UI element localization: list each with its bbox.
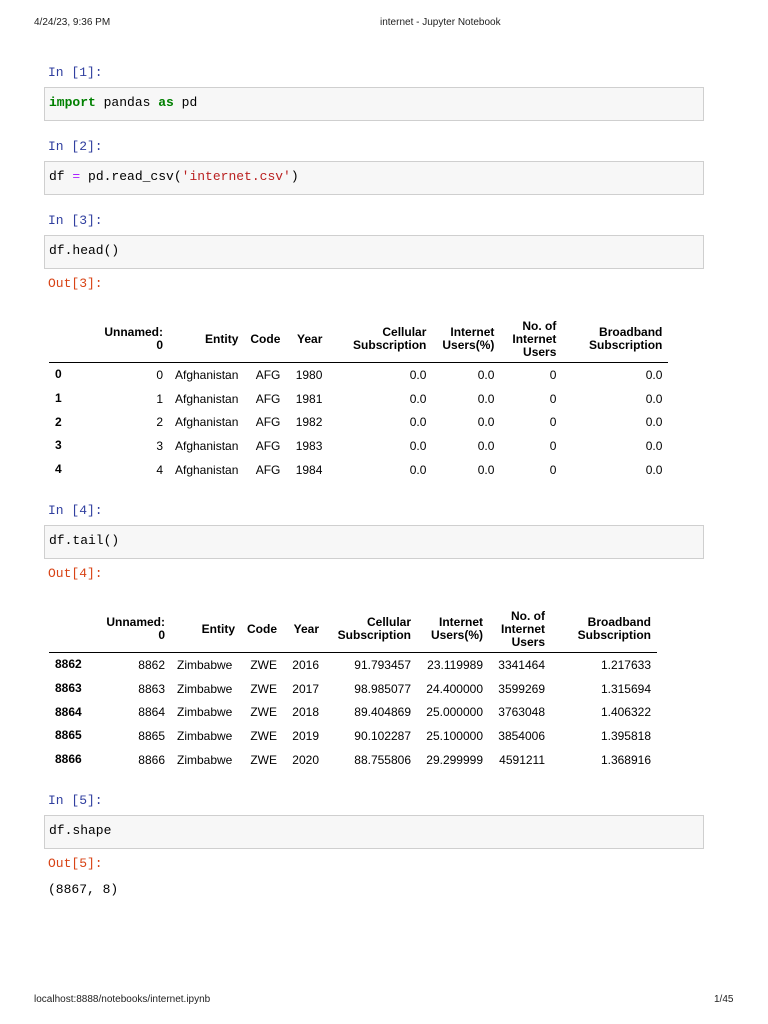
table-cell: 98.985077	[354, 681, 411, 696]
code-token: as	[158, 95, 174, 110]
column-header: Year	[297, 331, 323, 346]
table-cell: AFG	[255, 391, 281, 406]
row-index: 8863	[55, 681, 82, 696]
table-cell: 1980	[295, 367, 323, 382]
code-token: df	[49, 169, 73, 184]
table-cell: Afghanistan	[175, 415, 239, 430]
table-cell: 0	[549, 415, 557, 430]
table-cell: 1.315694	[600, 681, 651, 696]
column-header: Code	[250, 331, 281, 346]
table-cell: 0.0	[645, 391, 663, 406]
table-cell: 3599269	[498, 681, 545, 696]
table-cell: 0.0	[477, 367, 495, 382]
input-prompt: In [5]:	[48, 793, 103, 808]
table-cell: 0.0	[645, 367, 663, 382]
table-header-row	[49, 316, 668, 363]
table-row	[49, 458, 668, 482]
table-cell: 0.0	[409, 367, 427, 382]
print-datetime: 4/24/23, 9:36 PM	[34, 17, 111, 28]
table-cell: Zimbabwe	[177, 681, 233, 696]
row-index: 1	[55, 391, 62, 406]
page-title: internet - Jupyter Notebook	[380, 17, 501, 28]
table-cell: 0.0	[409, 415, 427, 430]
table-cell: Zimbabwe	[177, 705, 233, 720]
table-row	[49, 724, 657, 748]
table-cell: 0.0	[477, 415, 495, 430]
column-header: Cellular Subscription	[337, 615, 411, 642]
table-cell: 2	[156, 415, 163, 430]
table-cell: 3854006	[498, 728, 545, 743]
code-cell[interactable]	[44, 815, 704, 849]
input-prompt: In [2]:	[48, 139, 103, 154]
code-token: pd.read_csv(	[80, 169, 182, 184]
table-cell: 0.0	[645, 462, 663, 477]
column-header: No. of Internet Users	[512, 318, 557, 359]
page-number: 1/45	[714, 994, 734, 1005]
table-row	[49, 653, 657, 677]
dataframe-head-table	[49, 316, 668, 481]
table-cell: 23.119989	[427, 657, 483, 672]
output-prompt: Out[3]:	[48, 276, 103, 291]
table-cell: 2020	[292, 752, 319, 767]
table-cell: Afghanistan	[175, 462, 239, 477]
column-header: Cellular Subscription	[353, 325, 427, 352]
table-cell: 29.299999	[426, 752, 483, 767]
table-cell: 90.102287	[354, 728, 411, 743]
code-token: =	[72, 169, 81, 184]
table-cell: 25.100000	[426, 728, 483, 743]
row-index: 0	[55, 367, 62, 382]
code-text[interactable]	[49, 243, 119, 258]
table-row	[49, 363, 668, 387]
table-cell: 1.368916	[600, 752, 651, 767]
output-prompt: Out[4]:	[48, 566, 103, 581]
table-cell: 0	[549, 462, 557, 477]
row-index: 2	[55, 414, 62, 429]
table-row	[49, 387, 668, 411]
table-cell: Zimbabwe	[177, 752, 233, 767]
table-cell: ZWE	[250, 705, 277, 720]
table-cell: Afghanistan	[175, 367, 239, 382]
input-prompt: In [3]:	[48, 213, 103, 228]
table-row	[49, 434, 668, 458]
code-token: df.tail()	[49, 533, 120, 548]
table-cell: Afghanistan	[175, 438, 239, 453]
table-cell: AFG	[255, 462, 281, 477]
row-index: 3	[55, 438, 62, 453]
table-cell: 88.755806	[354, 752, 411, 767]
table-cell: 0	[549, 438, 557, 453]
table-row	[49, 700, 657, 724]
table-cell: ZWE	[250, 728, 277, 743]
code-token: 'internet.csv'	[181, 169, 291, 184]
column-header: Entity	[205, 331, 239, 346]
table-cell: ZWE	[250, 752, 277, 767]
table-cell: Afghanistan	[175, 391, 239, 406]
table-cell: 3763048	[498, 705, 545, 720]
column-header: Unnamed: 0	[106, 615, 165, 642]
table-cell: 91.793457	[354, 657, 411, 672]
table-cell: 8865	[138, 728, 165, 743]
table-cell: 0.0	[477, 438, 495, 453]
table-cell: 1981	[295, 391, 323, 406]
code-cell[interactable]	[44, 87, 704, 121]
table-cell: 0.0	[645, 438, 663, 453]
table-cell: ZWE	[250, 681, 277, 696]
column-header: Broadband Subscription	[589, 325, 663, 352]
row-index: 8865	[55, 728, 82, 743]
table-cell: 89.404869	[354, 705, 411, 720]
column-header: Year	[293, 621, 319, 636]
footer-url: localhost:8888/notebooks/internet.ipynb	[34, 994, 211, 1005]
table-cell: 0.0	[645, 415, 663, 430]
table-cell: AFG	[255, 438, 281, 453]
input-prompt: In [1]:	[48, 65, 103, 80]
table-row	[49, 410, 668, 434]
table-cell: 0.0	[409, 462, 427, 477]
table-cell: 1.406322	[600, 705, 651, 720]
table-cell: 1	[156, 391, 163, 406]
table-cell: 1.217633	[600, 657, 651, 672]
output-prompt: Out[5]:	[48, 856, 103, 871]
table-cell: 0.0	[477, 391, 495, 406]
code-text[interactable]	[49, 533, 119, 548]
row-index: 8862	[55, 657, 82, 672]
table-cell: 0	[156, 367, 163, 382]
table-cell: 0	[549, 367, 557, 382]
code-token: pd	[173, 95, 198, 110]
row-index: 4	[55, 462, 62, 477]
table-cell: 4	[156, 462, 163, 477]
table-cell: 0.0	[409, 438, 427, 453]
row-index: 8864	[55, 704, 82, 719]
code-cell[interactable]	[44, 525, 704, 559]
code-token: )	[290, 169, 299, 184]
code-token: pandas	[95, 95, 159, 110]
table-cell: AFG	[255, 367, 281, 382]
code-token: df.shape	[49, 823, 112, 838]
code-text[interactable]	[49, 95, 197, 110]
column-header: No. of Internet Users	[500, 608, 545, 649]
code-token: import	[49, 95, 96, 110]
table-cell: 1.395818	[600, 728, 651, 743]
table-cell: 2017	[292, 681, 319, 696]
table-cell: 2019	[292, 728, 319, 743]
table-cell: Zimbabwe	[177, 728, 233, 743]
table-cell: 8862	[138, 657, 165, 672]
table-cell: 24.400000	[426, 681, 483, 696]
table-cell: 2016	[292, 657, 319, 672]
code-text[interactable]	[49, 823, 111, 838]
table-header-row	[49, 606, 657, 653]
table-cell: 25.000000	[426, 705, 483, 720]
table-cell: 1982	[295, 415, 323, 430]
table-cell: Zimbabwe	[177, 657, 233, 672]
column-header: Entity	[201, 621, 235, 636]
table-cell: 0	[549, 391, 557, 406]
code-token: df.head()	[49, 243, 120, 258]
table-cell: 0.0	[409, 391, 427, 406]
column-header	[49, 606, 99, 653]
column-header: Broadband Subscription	[577, 615, 651, 642]
column-header	[49, 316, 81, 363]
table-cell: 8864	[138, 705, 165, 720]
table-cell: 2018	[292, 705, 319, 720]
table-cell: 3	[156, 438, 163, 453]
table-cell: 4591211	[499, 752, 545, 767]
table-cell: 0.0	[477, 462, 495, 477]
table-cell: AFG	[255, 415, 281, 430]
column-header: Code	[247, 621, 277, 636]
table-cell: 1983	[295, 438, 323, 453]
table-cell: 8863	[138, 681, 165, 696]
column-header: Unnamed: 0	[104, 325, 163, 352]
code-text[interactable]	[49, 169, 299, 184]
dataframe-tail-table	[49, 606, 657, 771]
column-header: Internet Users(%)	[442, 325, 495, 352]
output-text: (8867, 8)	[48, 882, 119, 897]
code-cell[interactable]	[44, 161, 704, 195]
input-prompt: In [4]:	[48, 503, 103, 518]
table-row	[49, 677, 657, 701]
code-cell[interactable]	[44, 235, 704, 269]
table-cell: ZWE	[250, 657, 277, 672]
column-header: Internet Users(%)	[430, 615, 483, 642]
row-index: 8866	[55, 752, 82, 767]
table-cell: 3341464	[498, 657, 545, 672]
table-cell: 1984	[295, 462, 323, 477]
table-row	[49, 748, 657, 772]
table-cell: 8866	[138, 752, 165, 767]
